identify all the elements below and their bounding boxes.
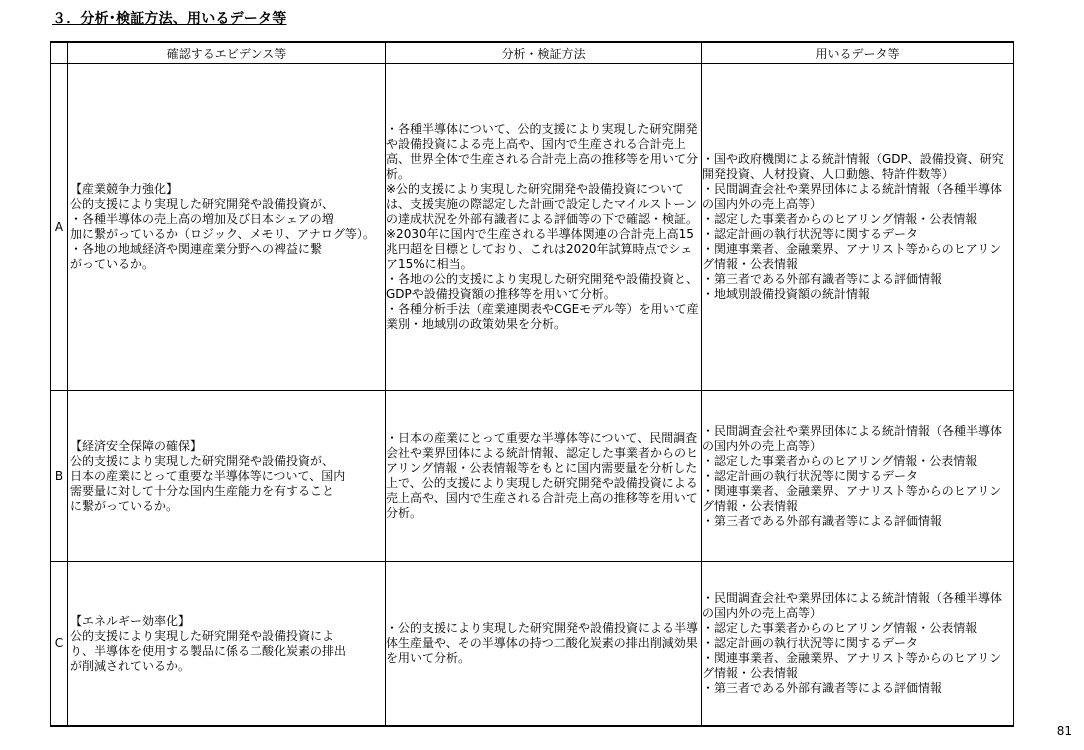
data-item: ・関連事業者、金融業界、アナリスト等からのヒアリング情報・公表情報	[702, 242, 1002, 271]
data-list	[702, 152, 1013, 302]
table-row-b	[51, 391, 1014, 562]
method-item: ※公的支援により実現した研究開発や設備投資については、支援実施の際認定した計画で設定したマイルストーンの達成状況を外部有識者による評価等の下で確認・検証。	[386, 182, 699, 226]
table-row-a	[51, 64, 1014, 391]
evidence-line: ・各地の地域経済や関連産業分野への裨益に繋	[70, 242, 323, 256]
table-header-row	[51, 42, 1014, 64]
data-item: ・関連事業者、金融業界、アナリスト等からのヒアリング情報・公表情報	[702, 651, 1002, 680]
method-cell	[386, 64, 702, 391]
data-item: ・地域別設備投資額の統計情報	[702, 287, 871, 301]
evidence-line: が削減されているか。	[70, 658, 191, 673]
header-id	[51, 42, 68, 64]
page-number: 81	[1056, 724, 1072, 738]
evidence-heading: 【エネルギー効率化】	[70, 613, 191, 628]
data-list	[702, 424, 1013, 529]
method-cell	[386, 562, 702, 727]
data-item: ・認定した事業者からのヒアリング情報・公表情報	[702, 212, 978, 226]
method-item: ・各種半導体について、公的支援により実現した研究開発や設備投資による売上高や、国内で生産される合計売上高、世界全体で生産される合計売上高の推移等を用いて分析。	[386, 122, 699, 181]
evidence-line: り、半導体を使用する製品に係る二酸化炭素の排出	[70, 643, 347, 658]
header-evidence: 確認するエビデンス等	[68, 42, 386, 64]
header-data: 用いるデータ等	[702, 42, 1014, 64]
data-item: ・認定計画の執行状況等に関するデータ	[702, 227, 919, 241]
evidence-line: 公的支援により実現した研究開発や設備投資が、	[70, 453, 335, 468]
data-item: ・第三者である外部有識者等による評価情報	[702, 513, 943, 528]
evidence-cell	[68, 562, 386, 727]
method-item: ・各種分析手法（産業連関表やCGEモデル等）を用いて産業別・地域別の政策効果を分析。	[386, 302, 699, 331]
method-item: ・公的支援により実現した研究開発や設備投資による半導体生産量や、その半導体の持つ二酸化炭素の排出削減効果を用いて分析。	[386, 621, 699, 665]
data-item: ・認定計画の執行状況等に関するデータ	[702, 468, 919, 483]
data-item: ・民間調査会社や業界団体による統計情報（各種半導体の国内外の売上高等）	[702, 182, 1003, 211]
evidence-line: 加に繋がっているか（ロジック、メモリ、アナログ等）。	[70, 227, 375, 241]
method-list	[386, 122, 701, 332]
data-item: ・民間調査会社や業界団体による統計情報（各種半導体の国内外の売上高等）	[702, 591, 1003, 620]
row-id: B	[51, 391, 68, 562]
evidence-line: 公的支援により実現した研究開発や設備投資が、	[70, 197, 335, 211]
method-list	[386, 431, 701, 521]
table-row-c	[51, 562, 1014, 727]
row-id: C	[51, 562, 68, 727]
data-item: ・第三者である外部有識者等による評価情報	[702, 272, 943, 286]
evidence-line: ・各種半導体の売上高の増加及び日本シェアの増	[70, 212, 334, 226]
data-cell	[702, 562, 1014, 727]
evidence-line: 公的支援により実現した研究開発や設備投資によ	[70, 628, 335, 643]
evidence-line: 日本の産業にとって重要な半導体等について、国内	[70, 468, 346, 483]
method-cell	[386, 391, 702, 562]
data-item: ・認定した事業者からのヒアリング情報・公表情報	[702, 621, 978, 635]
evidence-heading: 【経済安全保障の確保】	[70, 438, 203, 453]
data-item: ・国や政府機関による統計情報（GDP、設備投資、研究開発投資、人材投資、人口動態、特許件数等）	[702, 152, 1004, 181]
data-cell	[702, 391, 1014, 562]
method-list	[386, 621, 701, 666]
method-item: ・各地の公的支援により実現した研究開発や設備投資と、GDPや設備投資額の推移等を用いて分析。	[386, 272, 699, 301]
data-item: ・認定計画の執行状況等に関するデータ	[702, 636, 919, 650]
evidence-line: がっているか。	[70, 257, 155, 271]
row-id: A	[51, 64, 68, 391]
header-method: 分析・検証方法	[386, 42, 702, 64]
data-item: ・認定した事業者からのヒアリング情報・公表情報	[702, 453, 978, 468]
method-item: ※2030年に国内で生産される半導体関連の合計売上高15兆円超を目標としており、これは2020年試算時点でシェア15%に相当。	[386, 227, 694, 271]
data-item: ・第三者である外部有識者等による評価情報	[702, 681, 943, 695]
data-list	[702, 591, 1013, 696]
section-title: ３．分析･検証方法、用いるデータ等	[52, 11, 287, 27]
evidence-cell	[68, 64, 386, 391]
evidence-line: 需要量に対して十分な国内生産能力を有すること	[70, 483, 335, 498]
data-cell	[702, 64, 1014, 391]
data-item: ・関連事業者、金融業界、アナリスト等からのヒアリング情報・公表情報	[702, 483, 1002, 513]
method-item: ・日本の産業にとって重要な半導体等について、民間調査会社や業界団体による統計情報、認定した事業者からのヒアリング情報・公表情報等をもとに国内需要量を分析した上で、公的支援により実現した研究開発や設備投資による売上高や、国内で生産される合計売上高の推移等を用いて分析。	[386, 431, 699, 520]
evidence-table	[50, 41, 1014, 727]
data-item: ・民間調査会社や業界団体による統計情報（各種半導体の国内外の売上高等）	[702, 423, 1003, 453]
evidence-cell	[68, 391, 386, 562]
evidence-line: に繋がっているか。	[70, 498, 179, 513]
evidence-heading: 【産業競争力強化】	[70, 182, 179, 196]
